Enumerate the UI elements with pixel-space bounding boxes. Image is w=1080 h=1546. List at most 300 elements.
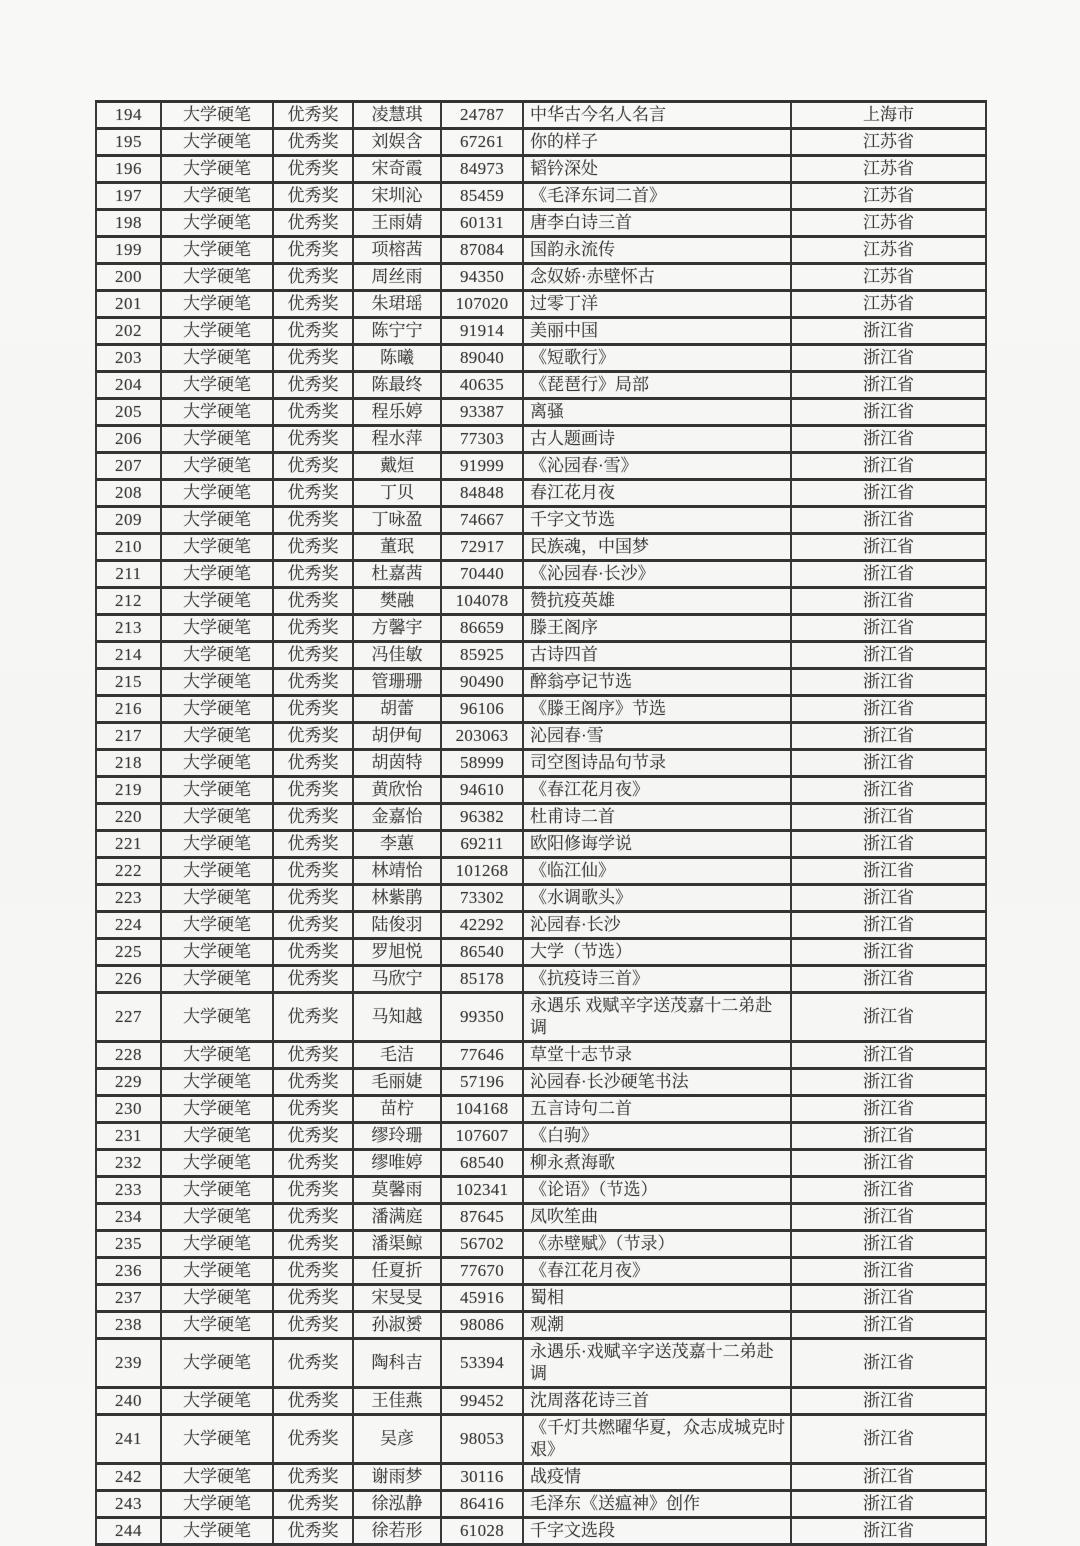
cell-entry-id: 85178 [441, 966, 523, 993]
cell-category: 大学硬笔 [161, 156, 273, 183]
cell-award: 优秀奖 [273, 1150, 353, 1177]
cell-name: 程水萍 [353, 426, 441, 453]
cell-row-number: 208 [96, 480, 161, 507]
cell-row-number: 220 [96, 804, 161, 831]
cell-name: 周丝雨 [353, 264, 441, 291]
cell-award: 优秀奖 [273, 372, 353, 399]
cell-category: 大学硬笔 [161, 183, 273, 210]
table-row [96, 1285, 986, 1312]
cell-name: 李蕙 [353, 831, 441, 858]
cell-work-title: 《春江花月夜》 [523, 1258, 791, 1285]
cell-work-title: 国韵永流传 [523, 237, 791, 264]
cell-work-title: 蜀相 [523, 1285, 791, 1312]
table-row [96, 453, 986, 480]
cell-award: 优秀奖 [273, 1096, 353, 1123]
cell-category: 大学硬笔 [161, 210, 273, 237]
table-row [96, 1258, 986, 1285]
table-row [96, 534, 986, 561]
award-table-body [96, 102, 986, 1545]
cell-entry-id: 85925 [441, 642, 523, 669]
cell-province: 浙江省 [791, 642, 986, 669]
table-row [96, 210, 986, 237]
cell-province: 浙江省 [791, 480, 986, 507]
cell-row-number: 228 [96, 1042, 161, 1069]
cell-category: 大学硬笔 [161, 696, 273, 723]
table-row [96, 885, 986, 912]
table-row [96, 318, 986, 345]
table-row [96, 615, 986, 642]
cell-award: 优秀奖 [273, 939, 353, 966]
cell-entry-id: 30116 [441, 1464, 523, 1491]
cell-row-number: 207 [96, 453, 161, 480]
cell-entry-id: 86659 [441, 615, 523, 642]
cell-work-title: 观潮 [523, 1312, 791, 1339]
cell-row-number: 204 [96, 372, 161, 399]
cell-category: 大学硬笔 [161, 1464, 273, 1491]
cell-entry-id: 69211 [441, 831, 523, 858]
cell-award: 优秀奖 [273, 318, 353, 345]
cell-entry-id: 77646 [441, 1042, 523, 1069]
cell-award: 优秀奖 [273, 480, 353, 507]
cell-category: 大学硬笔 [161, 426, 273, 453]
cell-entry-id: 99452 [441, 1388, 523, 1415]
cell-work-title: 醉翁亭记节选 [523, 669, 791, 696]
cell-province: 浙江省 [791, 1204, 986, 1231]
cell-category: 大学硬笔 [161, 858, 273, 885]
cell-category: 大学硬笔 [161, 291, 273, 318]
cell-category: 大学硬笔 [161, 534, 273, 561]
cell-name: 丁咏盈 [353, 507, 441, 534]
cell-name: 林紫鹃 [353, 885, 441, 912]
cell-category: 大学硬笔 [161, 1204, 273, 1231]
cell-entry-id: 24787 [441, 102, 523, 129]
cell-work-title: 春江花月夜 [523, 480, 791, 507]
cell-name: 樊融 [353, 588, 441, 615]
cell-category: 大学硬笔 [161, 939, 273, 966]
cell-category: 大学硬笔 [161, 129, 273, 156]
table-row [96, 1204, 986, 1231]
table-row [96, 426, 986, 453]
cell-row-number: 221 [96, 831, 161, 858]
cell-award: 优秀奖 [273, 669, 353, 696]
table-row [96, 1518, 986, 1545]
cell-entry-id: 72917 [441, 534, 523, 561]
cell-work-title: 古人题画诗 [523, 426, 791, 453]
cell-work-title: 《千灯共燃曜华夏，众志成城克时艰》 [523, 1415, 791, 1464]
cell-award: 优秀奖 [273, 885, 353, 912]
cell-entry-id: 91999 [441, 453, 523, 480]
cell-award: 优秀奖 [273, 1415, 353, 1464]
cell-work-title: 欧阳修诲学说 [523, 831, 791, 858]
table-row [96, 1312, 986, 1339]
cell-province: 浙江省 [791, 993, 986, 1042]
award-table [95, 100, 987, 1546]
cell-category: 大学硬笔 [161, 1150, 273, 1177]
table-row [96, 831, 986, 858]
cell-work-title: 永遇乐·戏赋辛字送茂嘉十二弟赴调 [523, 1339, 791, 1388]
cell-name: 管珊珊 [353, 669, 441, 696]
cell-row-number: 210 [96, 534, 161, 561]
cell-award: 优秀奖 [273, 291, 353, 318]
table-row [96, 642, 986, 669]
cell-work-title: 过零丁洋 [523, 291, 791, 318]
cell-entry-id: 96106 [441, 696, 523, 723]
cell-name: 莫馨雨 [353, 1177, 441, 1204]
cell-award: 优秀奖 [273, 831, 353, 858]
cell-province: 浙江省 [791, 831, 986, 858]
cell-row-number: 222 [96, 858, 161, 885]
cell-row-number: 213 [96, 615, 161, 642]
table-row [96, 912, 986, 939]
cell-province: 浙江省 [791, 1388, 986, 1415]
cell-work-title: 杜甫诗二首 [523, 804, 791, 831]
cell-row-number: 238 [96, 1312, 161, 1339]
cell-name: 苗柠 [353, 1096, 441, 1123]
cell-category: 大学硬笔 [161, 1312, 273, 1339]
cell-name: 毛洁 [353, 1042, 441, 1069]
cell-province: 浙江省 [791, 345, 986, 372]
cell-work-title: 大学（节选） [523, 939, 791, 966]
cell-name: 马欣宁 [353, 966, 441, 993]
cell-row-number: 202 [96, 318, 161, 345]
cell-award: 优秀奖 [273, 1339, 353, 1388]
cell-award: 优秀奖 [273, 453, 353, 480]
cell-row-number: 195 [96, 129, 161, 156]
cell-province: 浙江省 [791, 696, 986, 723]
cell-row-number: 206 [96, 426, 161, 453]
cell-entry-id: 86540 [441, 939, 523, 966]
cell-category: 大学硬笔 [161, 615, 273, 642]
cell-category: 大学硬笔 [161, 1123, 273, 1150]
cell-province: 浙江省 [791, 939, 986, 966]
cell-category: 大学硬笔 [161, 777, 273, 804]
cell-award: 优秀奖 [273, 1491, 353, 1518]
cell-name: 缪唯婷 [353, 1150, 441, 1177]
cell-work-title: 毛泽东《送瘟神》创作 [523, 1491, 791, 1518]
cell-row-number: 230 [96, 1096, 161, 1123]
cell-work-title: 《短歌行》 [523, 345, 791, 372]
cell-category: 大学硬笔 [161, 237, 273, 264]
cell-entry-id: 58999 [441, 750, 523, 777]
cell-row-number: 224 [96, 912, 161, 939]
cell-province: 浙江省 [791, 750, 986, 777]
table-row [96, 156, 986, 183]
cell-entry-id: 74667 [441, 507, 523, 534]
cell-row-number: 234 [96, 1204, 161, 1231]
cell-work-title: 《沁园春·雪》 [523, 453, 791, 480]
table-row [96, 1491, 986, 1518]
cell-row-number: 239 [96, 1339, 161, 1388]
cell-name: 潘满庭 [353, 1204, 441, 1231]
cell-award: 优秀奖 [273, 1042, 353, 1069]
table-row [96, 237, 986, 264]
table-row [96, 399, 986, 426]
cell-row-number: 241 [96, 1415, 161, 1464]
cell-entry-id: 99350 [441, 993, 523, 1042]
cell-category: 大学硬笔 [161, 750, 273, 777]
cell-row-number: 242 [96, 1464, 161, 1491]
cell-work-title: 战疫情 [523, 1464, 791, 1491]
cell-award: 优秀奖 [273, 561, 353, 588]
cell-category: 大学硬笔 [161, 561, 273, 588]
cell-work-title: 离骚 [523, 399, 791, 426]
cell-category: 大学硬笔 [161, 1042, 273, 1069]
cell-name: 吴彦 [353, 1415, 441, 1464]
cell-province: 浙江省 [791, 1069, 986, 1096]
cell-entry-id: 77303 [441, 426, 523, 453]
cell-entry-id: 85459 [441, 183, 523, 210]
cell-row-number: 198 [96, 210, 161, 237]
table-row [96, 480, 986, 507]
cell-award: 优秀奖 [273, 1177, 353, 1204]
cell-award: 优秀奖 [273, 399, 353, 426]
cell-award: 优秀奖 [273, 588, 353, 615]
cell-work-title: 司空图诗品句节录 [523, 750, 791, 777]
cell-row-number: 225 [96, 939, 161, 966]
cell-category: 大学硬笔 [161, 1491, 273, 1518]
table-row [96, 291, 986, 318]
cell-award: 优秀奖 [273, 129, 353, 156]
cell-work-title: 念奴娇·赤壁怀古 [523, 264, 791, 291]
cell-category: 大学硬笔 [161, 345, 273, 372]
cell-row-number: 215 [96, 669, 161, 696]
cell-entry-id: 101268 [441, 858, 523, 885]
cell-entry-id: 107020 [441, 291, 523, 318]
cell-category: 大学硬笔 [161, 1415, 273, 1464]
cell-award: 优秀奖 [273, 102, 353, 129]
cell-name: 徐若形 [353, 1518, 441, 1545]
cell-name: 方馨宇 [353, 615, 441, 642]
cell-work-title: 《沁园春·长沙》 [523, 561, 791, 588]
cell-category: 大学硬笔 [161, 1069, 273, 1096]
table-row [96, 858, 986, 885]
cell-work-title: 草堂十志节录 [523, 1042, 791, 1069]
cell-award: 优秀奖 [273, 696, 353, 723]
cell-category: 大学硬笔 [161, 1388, 273, 1415]
cell-province: 浙江省 [791, 615, 986, 642]
cell-row-number: 212 [96, 588, 161, 615]
cell-work-title: 永遇乐 戏赋辛字送茂嘉十二弟赴调 [523, 993, 791, 1042]
cell-entry-id: 96382 [441, 804, 523, 831]
cell-province: 浙江省 [791, 723, 986, 750]
table-row [96, 1464, 986, 1491]
cell-entry-id: 84848 [441, 480, 523, 507]
table-row [96, 1177, 986, 1204]
table-row [96, 345, 986, 372]
table-row [96, 1123, 986, 1150]
table-row [96, 588, 986, 615]
cell-award: 优秀奖 [273, 1231, 353, 1258]
cell-entry-id: 90490 [441, 669, 523, 696]
cell-province: 浙江省 [791, 1312, 986, 1339]
cell-category: 大学硬笔 [161, 831, 273, 858]
table-row [96, 669, 986, 696]
cell-name: 项榕茜 [353, 237, 441, 264]
cell-province: 浙江省 [791, 1177, 986, 1204]
cell-category: 大学硬笔 [161, 480, 273, 507]
cell-name: 徐泓静 [353, 1491, 441, 1518]
cell-entry-id: 104078 [441, 588, 523, 615]
cell-province: 江苏省 [791, 183, 986, 210]
cell-work-title: 《琵琶行》局部 [523, 372, 791, 399]
cell-province: 浙江省 [791, 426, 986, 453]
cell-award: 优秀奖 [273, 1518, 353, 1545]
cell-entry-id: 60131 [441, 210, 523, 237]
cell-entry-id: 57196 [441, 1069, 523, 1096]
cell-province: 浙江省 [791, 534, 986, 561]
cell-category: 大学硬笔 [161, 723, 273, 750]
cell-work-title: 《水调歌头》 [523, 885, 791, 912]
cell-province: 浙江省 [791, 1518, 986, 1545]
cell-category: 大学硬笔 [161, 318, 273, 345]
table-row [96, 696, 986, 723]
cell-category: 大学硬笔 [161, 912, 273, 939]
cell-row-number: 231 [96, 1123, 161, 1150]
cell-award: 优秀奖 [273, 858, 353, 885]
cell-row-number: 205 [96, 399, 161, 426]
cell-category: 大学硬笔 [161, 453, 273, 480]
cell-work-title: 五言诗句二首 [523, 1096, 791, 1123]
cell-entry-id: 87084 [441, 237, 523, 264]
cell-row-number: 196 [96, 156, 161, 183]
cell-name: 黄欣怡 [353, 777, 441, 804]
cell-category: 大学硬笔 [161, 1285, 273, 1312]
cell-name: 冯佳敏 [353, 642, 441, 669]
cell-row-number: 240 [96, 1388, 161, 1415]
cell-row-number: 232 [96, 1150, 161, 1177]
cell-entry-id: 86416 [441, 1491, 523, 1518]
cell-name: 任夏折 [353, 1258, 441, 1285]
cell-work-title: 滕王阁序 [523, 615, 791, 642]
cell-row-number: 235 [96, 1231, 161, 1258]
cell-name: 陶科吉 [353, 1339, 441, 1388]
table-row [96, 777, 986, 804]
cell-work-title: 《论语》（节选） [523, 1177, 791, 1204]
cell-award: 优秀奖 [273, 237, 353, 264]
cell-category: 大学硬笔 [161, 588, 273, 615]
cell-province: 浙江省 [791, 507, 986, 534]
cell-award: 优秀奖 [273, 750, 353, 777]
cell-work-title: 沁园春·长沙硬笔书法 [523, 1069, 791, 1096]
cell-row-number: 243 [96, 1491, 161, 1518]
table-row [96, 1150, 986, 1177]
cell-work-title: 古诗四首 [523, 642, 791, 669]
cell-row-number: 194 [96, 102, 161, 129]
cell-row-number: 217 [96, 723, 161, 750]
cell-name: 陈最终 [353, 372, 441, 399]
cell-award: 优秀奖 [273, 642, 353, 669]
table-row [96, 1231, 986, 1258]
cell-row-number: 203 [96, 345, 161, 372]
cell-category: 大学硬笔 [161, 993, 273, 1042]
cell-name: 宋旻旻 [353, 1285, 441, 1312]
cell-category: 大学硬笔 [161, 885, 273, 912]
cell-category: 大学硬笔 [161, 1096, 273, 1123]
cell-entry-id: 53394 [441, 1339, 523, 1388]
cell-row-number: 227 [96, 993, 161, 1042]
cell-province: 浙江省 [791, 1464, 986, 1491]
cell-province: 浙江省 [791, 1285, 986, 1312]
cell-work-title: 《春江花月夜》 [523, 777, 791, 804]
cell-province: 江苏省 [791, 156, 986, 183]
cell-award: 优秀奖 [273, 912, 353, 939]
cell-entry-id: 70440 [441, 561, 523, 588]
cell-province: 浙江省 [791, 588, 986, 615]
cell-entry-id: 45916 [441, 1285, 523, 1312]
cell-work-title: 韬钤深处 [523, 156, 791, 183]
cell-name: 金嘉怡 [353, 804, 441, 831]
cell-name: 胡茵特 [353, 750, 441, 777]
cell-award: 优秀奖 [273, 1123, 353, 1150]
cell-name: 丁贝 [353, 480, 441, 507]
cell-name: 陈宁宁 [353, 318, 441, 345]
cell-category: 大学硬笔 [161, 399, 273, 426]
cell-entry-id: 42292 [441, 912, 523, 939]
cell-work-title: 民族魂，中国梦 [523, 534, 791, 561]
cell-award: 优秀奖 [273, 1464, 353, 1491]
cell-work-title: 唐李白诗三首 [523, 210, 791, 237]
cell-name: 马知越 [353, 993, 441, 1042]
cell-category: 大学硬笔 [161, 669, 273, 696]
cell-province: 浙江省 [791, 399, 986, 426]
cell-entry-id: 56702 [441, 1231, 523, 1258]
cell-award: 优秀奖 [273, 1388, 353, 1415]
cell-entry-id: 104168 [441, 1096, 523, 1123]
cell-work-title: 《抗疫诗三首》 [523, 966, 791, 993]
cell-entry-id: 98086 [441, 1312, 523, 1339]
cell-province: 浙江省 [791, 1258, 986, 1285]
cell-work-title: 《临江仙》 [523, 858, 791, 885]
cell-work-title: 中华古今名人名言 [523, 102, 791, 129]
cell-award: 优秀奖 [273, 1204, 353, 1231]
cell-work-title: 千字文节选 [523, 507, 791, 534]
cell-category: 大学硬笔 [161, 642, 273, 669]
cell-row-number: 236 [96, 1258, 161, 1285]
cell-award: 优秀奖 [273, 426, 353, 453]
cell-name: 胡蕾 [353, 696, 441, 723]
cell-province: 浙江省 [791, 966, 986, 993]
table-row [96, 102, 986, 129]
cell-name: 宋圳沁 [353, 183, 441, 210]
cell-work-title: 沈周落花诗三首 [523, 1388, 791, 1415]
cell-award: 优秀奖 [273, 345, 353, 372]
table-row [96, 1388, 986, 1415]
table-row [96, 939, 986, 966]
cell-work-title: 沁园春·雪 [523, 723, 791, 750]
table-row [96, 264, 986, 291]
cell-entry-id: 98053 [441, 1415, 523, 1464]
cell-province: 浙江省 [791, 372, 986, 399]
cell-province: 浙江省 [791, 669, 986, 696]
cell-province: 浙江省 [791, 1491, 986, 1518]
table-row [96, 507, 986, 534]
cell-work-title: 美丽中国 [523, 318, 791, 345]
cell-award: 优秀奖 [273, 1069, 353, 1096]
cell-award: 优秀奖 [273, 723, 353, 750]
cell-row-number: 214 [96, 642, 161, 669]
cell-name: 谢雨梦 [353, 1464, 441, 1491]
cell-work-title: 《赤壁赋》（节录） [523, 1231, 791, 1258]
cell-work-title: 《滕王阁序》节选 [523, 696, 791, 723]
cell-entry-id: 40635 [441, 372, 523, 399]
cell-award: 优秀奖 [273, 1312, 353, 1339]
cell-name: 董珉 [353, 534, 441, 561]
cell-name: 孙淑赟 [353, 1312, 441, 1339]
cell-province: 上海市 [791, 102, 986, 129]
cell-category: 大学硬笔 [161, 804, 273, 831]
cell-category: 大学硬笔 [161, 264, 273, 291]
table-row [96, 966, 986, 993]
